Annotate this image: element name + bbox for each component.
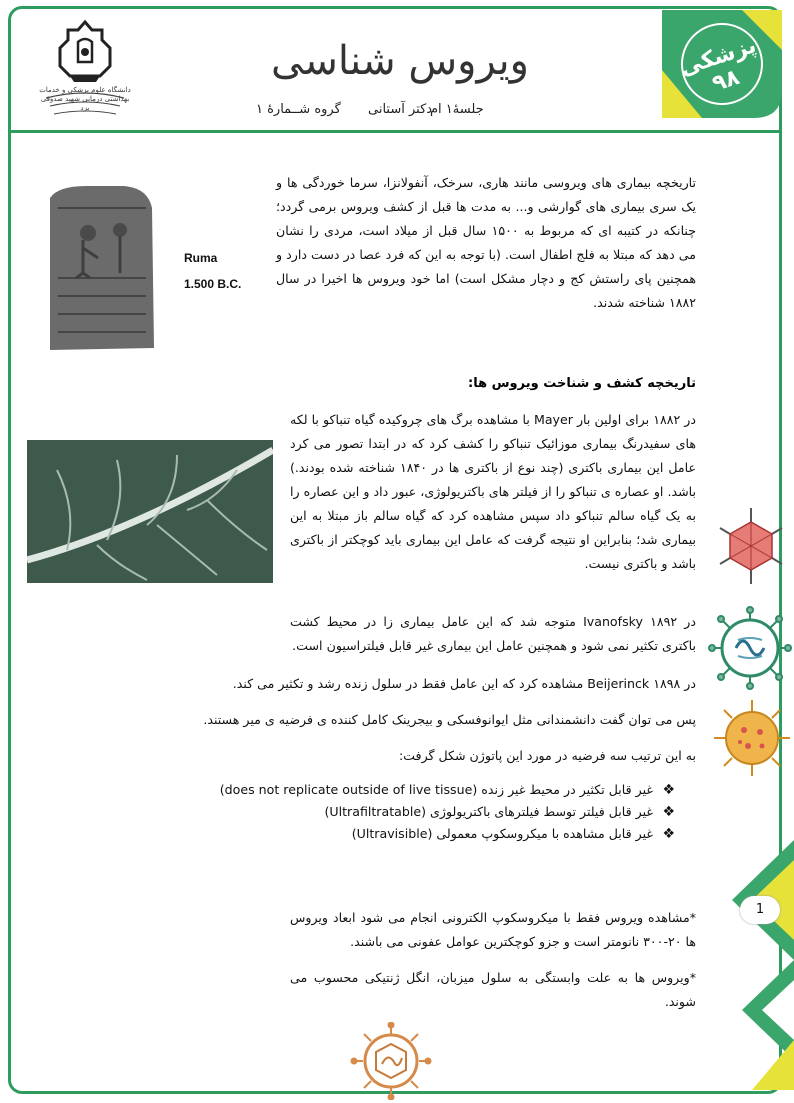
page-title: ویروس شناسی <box>270 38 529 84</box>
lecturer-label: دکتر آستانی <box>368 102 433 117</box>
note-genetic-parasite: *ویروس ها به علت وابستگی به سلول میزبان، انگل ژنتیکی محسوب می شوند. <box>290 970 696 1009</box>
stone-tablet-photo <box>28 178 263 358</box>
diamond-bullet-icon: ❖ <box>662 804 675 820</box>
tablet-caption-name: Ruma <box>184 251 218 265</box>
scientists-paragraph: پس می توان گفت دانشمندانی مثل ایوانوفسکی و بیجرینک کامل کننده ی فرضیه ی میر هستند. <box>203 712 696 727</box>
page-number: 1 <box>740 896 780 924</box>
corona-virus-icon <box>712 698 792 778</box>
header-divider <box>8 130 782 133</box>
hypotheses-list <box>190 779 675 845</box>
note-electron-microscope: *مشاهده ویروس فقط با میکروسکوپ الکترونی انجام می شود ابعاد ویروس ها ۲۰-۳۰۰ نانومتر است و جزو کوچکترین عوامل عفونی می باشند. <box>290 910 696 949</box>
mayer-paragraph: در ۱۸۸۲ برای اولین بار Mayer با مشاهده برگ های چروکیده گیاه تنباکو با لکه های سفیدرنگ بیماری موزائیک تنباکو را کشف کرد که در ابتدا تصور می کرد عامل این بیماری باکتری (چند نوع از باکتری ها در ۱۸۴۰ شناخته شده بودند.) باشد. او عصاره ی تنباکو را از فیلتر های باکتریولوژی، عبور داد و این عصاره را به یک گیاه سالم تنباکو داد سپس مشاهده کرد که گیاه سالم باز مبتلا به این بیماری شد؛ بنابراین او نتیجه گرفت که عامل این بیماری باید کوچکتر از باکتری باشد و باکتری نیست. <box>290 412 696 571</box>
tablet-caption-date: 1.500 B.C. <box>184 277 242 291</box>
beijerinck-paragraph: در ۱۸۹۸ Beijerinck مشاهده کرد که این عامل فقط در سلول زنده رشد و تکثیر می کند. <box>232 676 696 691</box>
ivanofsky-paragraph: در ۱۸۹۲ Ivanofsky متوجه شد که این عامل بیماری زا در محیط کشت باکتری تکثیر نمی شود و همچنین عامل این بیماری غیر قابل فیلتراسیون است. <box>290 614 696 653</box>
virus-outline-icon <box>350 1022 432 1100</box>
intro-paragraph: تاریخچه بیماری های ویروسی مانند هاری، سرخک، آنفولانزا، سرما خوردگی ها و یک سری بیماری های گوارشی و... به مدت ها قبل از کشف ویروس برمی گردد؛ چنانکه در کتیبه ای که مربوط به ۱۵۰۰ سال قبل از میلاد است، مردی را نشان می دهد که مبتلا به فلج اطفال است. (با توجه به این که فرد عصا در دست دارد و همچنین پای راستش کج و دچار مشکل است) اما خود ویروس ها اخیرا در سال ۱۸۸۲ شناخته شدند. <box>276 175 696 310</box>
diamond-bullet-icon: ❖ <box>662 782 675 798</box>
university-name: دانشگاه علوم پزشکی و خدمات بهداشتی درمانی شهید صدوقی یزد <box>39 86 131 112</box>
hypotheses-intro: به این ترتیب سه فرضیه در مورد این پاتوژن شکل گرفت: <box>398 748 696 763</box>
list-item: ❖ غیر قابل فیلتر توسط فیلترهای باکتریولوژی (Ultrafiltratable) <box>190 801 675 823</box>
spiked-virus-icon <box>708 606 792 690</box>
session-label: جلسهٔ۱ ام <box>430 102 484 117</box>
list-item: ❖ غیر قابل تکثیر در محیط غیر زنده (does not replicate outside of live tissue) <box>190 779 675 801</box>
decorative-chevrons-icon <box>712 840 794 1090</box>
history-heading: تاریخچه کشف و شناخت ویروس ها: <box>468 376 696 391</box>
group-label: گروه شــمارهٔ ۱ <box>256 102 341 117</box>
diamond-bullet-icon: ❖ <box>662 826 675 842</box>
list-item: ❖ غیر قابل مشاهده با میکروسکوپ معمولی (Ultravisible) <box>190 823 675 845</box>
badge-text: پزشکی ۹۸ <box>676 33 760 97</box>
icosahedral-virus-icon <box>716 506 786 586</box>
tobacco-leaf-photo <box>27 440 273 583</box>
